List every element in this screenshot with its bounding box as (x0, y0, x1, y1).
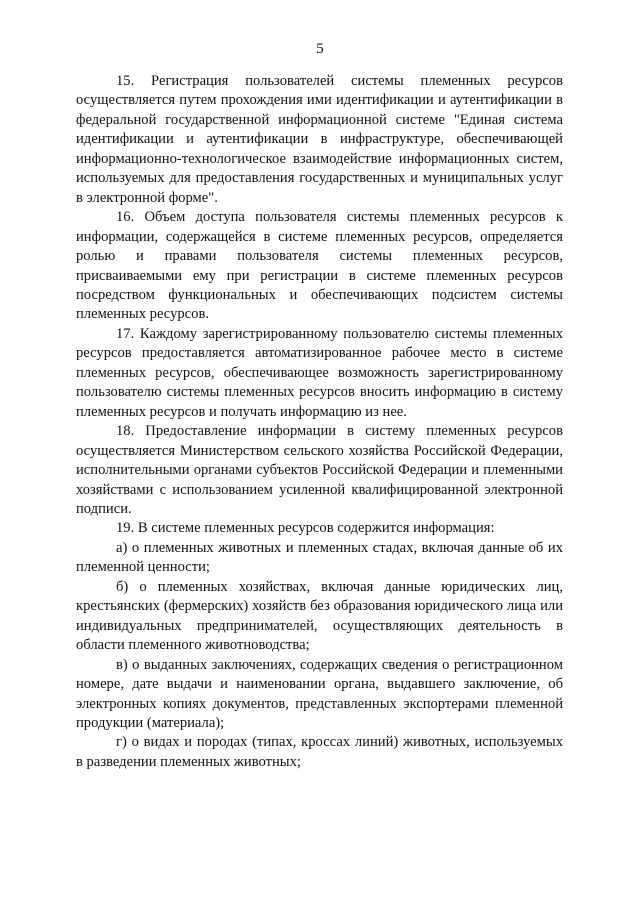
paragraph-19-v: в) о выданных заключениях, содержащих сведения о регистрационном номере, дате выдачи и наименовании органа, выдавшего заключение, об электронных копиях документов, представленных экспортерами племенной продукции (материала); (76, 656, 563, 731)
paragraph-19-a: а) о племенных животных и племенных стадах, включая данные об их племенной ценности; (76, 539, 563, 576)
paragraph-16: 16. Объем доступа пользователя системы племенных ресурсов к информации, содержащейся в системе племенных ресурсов, определяется ролью и правами пользователя системы племенных ресурсов, присваиваемыми ему при регистрации в системе племенных ресурсов посредством функциональных и обеспечивающих подсистем системы племенных ресурсов. (76, 209, 563, 323)
paragraph-18: 18. Предоставление информации в систему племенных ресурсов осуществляется Министерством сельского хозяйства Российской Федерации, исполнительными органами субъектов Российской Федерации и племенными хозяйствами с использованием усиленной квалифицированной электронной подписи. (76, 423, 563, 517)
paragraph-19-b: б) о племенных хозяйствах, включая данные юридических лиц, крестьянских (фермерских) хозяйств без образования юридического лица или индивидуальных предпринимателей, осуществляющих деятельность в области племенного животноводства; (76, 578, 563, 654)
paragraph-15: 15. Регистрация пользователей системы племенных ресурсов осуществляется путем прохождения ими идентификации и аутентификации в федеральной государственной информационной системе "Единая система идентификации и аутентификации в инфраструктуре, обеспечивающей информационно-технологическое взаимодействие информационных систем, используемых для предоставления государственных и муниципальных услуг в электронной форме". (76, 73, 563, 206)
paragraph-19: 19. В системе племенных ресурсов содержится информация: (116, 520, 495, 537)
document-body (76, 72, 563, 772)
paragraph-19-g: г) о видах и породах (типах, кроссах линий) животных, используемых в разведении племенных животных; (76, 734, 563, 770)
page-number: 5 (316, 41, 324, 57)
paragraph-17: 17. Каждому зарегистрированному пользователю системы племенных ресурсов предоставляется автоматизированное рабочее место в системе племенных ресурсов, обеспечивающее возможность зарегистрированному пользователю системы племенных ресурсов вносить информацию в систему племенных ресурсов и получать информацию из нее. (76, 325, 563, 420)
